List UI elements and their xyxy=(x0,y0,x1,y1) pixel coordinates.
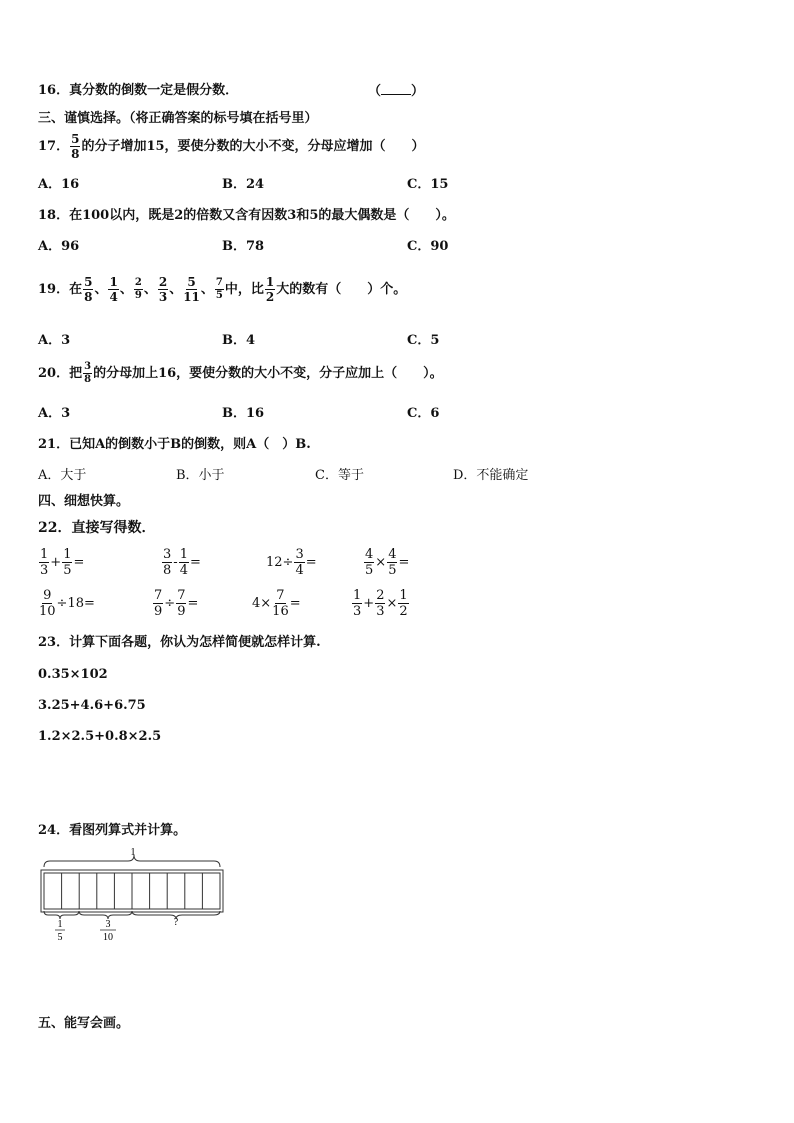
q21-option-a[interactable]: A．大于 xyxy=(38,468,87,483)
q21-option-b[interactable]: B．小于 xyxy=(176,468,225,483)
q22-expr-4: $\frac{4}{5}$ × $\frac{4}{5}$ = xyxy=(365,547,410,578)
section-4-title: 四、细想快算。 xyxy=(38,494,130,509)
q16-answer-paren: （ ） xyxy=(368,84,425,99)
q17: 17． $\frac{5}{8}$ 的分子增加15，要使分数的大小不变，分母应增加（ ） xyxy=(38,132,425,161)
q21-option-d[interactable]: D．不能确定 xyxy=(453,468,529,483)
q16 xyxy=(38,84,238,97)
q19-option-b[interactable]: B．4 xyxy=(222,333,256,348)
q16-text: 16．真分数的倒数一定是假分数． xyxy=(38,83,239,98)
q24-seg1-num: 1 xyxy=(57,919,63,930)
q20-option-a[interactable]: A．3 xyxy=(38,406,71,421)
q21: 21．已知A的倒数小于B的倒数，则A（ ）B. xyxy=(38,437,311,452)
q17-option-a[interactable]: A．16 xyxy=(38,177,80,192)
q18-option-c[interactable]: C．90 xyxy=(407,239,449,254)
q17-option-c[interactable]: C．15 xyxy=(407,177,449,192)
q19-option-a[interactable]: A．3 xyxy=(38,333,71,348)
q24-seg2-num: 3 xyxy=(105,919,111,930)
q22-expr-5: $\frac{9}{10}$ ÷18= xyxy=(39,588,95,619)
q19-fraction-1: $\frac{5}{8}$ xyxy=(84,275,93,304)
section-5-title: 五、能写会画。 xyxy=(38,1016,130,1031)
q17-option-b[interactable]: B．24 xyxy=(222,177,265,192)
q19-option-c[interactable]: C．5 xyxy=(407,333,440,348)
q22-expr-1: $\frac{1}{3}$ + $\frac{1}{5}$ = xyxy=(40,547,85,578)
q23-item-3: 1.2×2.5+0.8×2.5 xyxy=(38,729,162,744)
q19-reference-fraction: $\frac{1}{2}$ xyxy=(265,275,275,304)
q19-fraction-3: $\frac{2}{9}$ xyxy=(134,277,142,301)
q19: 19．在 $\frac{5}{8}$ 、 $\frac{1}{4}$ 、 $\frac{2}{9}$ 、 $\frac{2}{3}$ 、 $\frac{5}{11}$ 、 $\frac{7}{5}$ 中，比 $\frac{1}{2}$ 大的数有（ ）个。 xyxy=(38,275,407,304)
q24-total-label: 1 xyxy=(130,847,136,858)
q24-seg2-den: 10 xyxy=(103,932,113,943)
section-3-title: 三、谨慎选择。（将正确答案的标号填在括号里） xyxy=(38,111,318,126)
q18: 18．在100以内，既是2的倍数又含有因数3和5的最大偶数是（ ）。 xyxy=(38,208,455,223)
q22-expr-7: 4× $\frac{7}{16}$ = xyxy=(252,588,301,619)
q19-fraction-5: $\frac{5}{11}$ xyxy=(183,275,200,304)
q19-fraction-2: $\frac{1}{4}$ xyxy=(109,275,118,304)
q22-expr-3: 12÷ $\frac{3}{4}$ = xyxy=(266,547,317,578)
q22-expr-8: $\frac{1}{3}$ + $\frac{2}{3}$ × $\frac{1}{2}$ xyxy=(353,588,408,619)
q24-seg3-label: ? xyxy=(173,917,179,928)
q16-blank[interactable] xyxy=(381,84,411,95)
q22-expr-6: $\frac{7}{9}$ ÷ $\frac{7}{9}$ = xyxy=(154,588,199,619)
q23-title: 23．计算下面各题，你认为怎样简便就怎样计算. xyxy=(38,635,321,650)
q24-diagram xyxy=(38,845,238,945)
q23-item-1: 0.35×102 xyxy=(38,667,108,682)
q23-item-2: 3.25+4.6+6.75 xyxy=(38,698,146,713)
q18-option-b[interactable]: B．78 xyxy=(222,239,265,254)
q18-option-a[interactable]: A．96 xyxy=(38,239,80,254)
q24-seg1-den: 5 xyxy=(57,932,63,943)
q22-expr-2: $\frac{3}{8}$ - $\frac{1}{4}$ = xyxy=(163,547,201,578)
q20-fraction: $\frac{3}{8}$ xyxy=(84,361,92,385)
q24-title: 24．看图列算式并计算。 xyxy=(38,823,187,838)
q21-option-c[interactable]: C．等于 xyxy=(315,468,364,483)
q20: 20．把 $\frac{3}{8}$ 的分母加上16，要使分数的大小不变，分子应加上（ ）。 xyxy=(38,361,443,385)
q19-fraction-4: $\frac{2}{3}$ xyxy=(158,275,168,304)
q19-fraction-6: $\frac{7}{5}$ xyxy=(215,277,223,301)
q22-title: 22．直接写得数． xyxy=(38,520,156,536)
q20-option-b[interactable]: B．16 xyxy=(222,406,265,421)
q20-option-c[interactable]: C．6 xyxy=(407,406,440,421)
q24-bar-dividers xyxy=(62,873,203,909)
q17-fraction: $\frac{5}{8}$ xyxy=(71,132,80,161)
